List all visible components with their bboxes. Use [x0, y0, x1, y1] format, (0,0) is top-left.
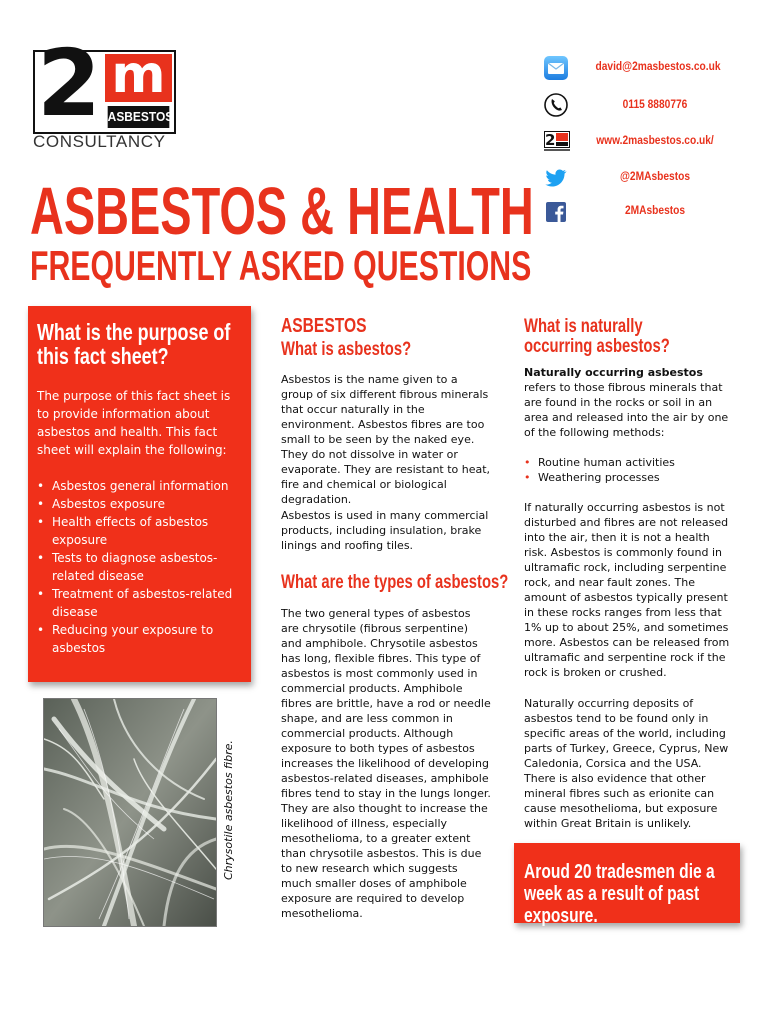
- section-heading-asbestos: ASBESTOS: [281, 315, 367, 337]
- website-link[interactable]: www.2masbestos.co.uk/: [596, 133, 714, 147]
- page-subtitle: FREQUENTLY ASKED QUESTIONS: [30, 242, 532, 289]
- purpose-list: [37, 477, 242, 657]
- list-item: • Treatment of asbestos-related disease: [37, 585, 242, 621]
- mail-icon: [544, 56, 568, 80]
- phone-icon: [544, 93, 568, 117]
- page-title: ASBESTOS & HEALTH: [30, 174, 534, 249]
- logo-asbestos-label: ASBESTOS: [108, 106, 170, 128]
- list-item: • Asbestos general information: [37, 477, 242, 495]
- facebook-handle[interactable]: 2MAsbestos: [624, 203, 686, 217]
- question-heading: What is asbestos?: [281, 339, 412, 360]
- list-item: • Health effects of asbestos exposure: [37, 513, 242, 549]
- list-item: • Tests to diagnose asbestos-related disease: [37, 549, 242, 585]
- purpose-panel: [28, 306, 251, 682]
- purpose-heading: What is the purpose of this fact sheet?: [37, 319, 231, 369]
- question-heading: What is naturally occurring asbestos?: [524, 316, 670, 357]
- paragraph: Asbestos is used in many commercial products, including insulation, brake linings and roofing tiles.: [281, 509, 489, 552]
- list-item: • Weathering processes: [524, 470, 734, 485]
- methods-list: [524, 455, 734, 485]
- phone-number[interactable]: 0115 8880776: [622, 97, 688, 111]
- paragraph: [524, 365, 734, 440]
- stat-callout: [514, 843, 740, 927]
- twitter-icon: [544, 166, 568, 190]
- logo-letter: m: [105, 54, 172, 102]
- paragraph: Naturally occurring deposits of asbestos tend to be found only in specific areas of the world, including parts of Turkey, Greece, Cyprus, New Caledonia, Corsica and the USA. There is also evidence that other mineral fibres such as erionite can cause mesothelioma, but exposure within Great Britain is unlikely.: [524, 697, 729, 830]
- logo-mini-icon: [544, 131, 568, 155]
- paragraph: If naturally occurring asbestos is not disturbed and fibres are not released into the air, then it is not a health risk. Asbestos is commonly found in ultramafic rock, including serpentine rock, and near fault zones. The amount of asbestos typically present in these rocks ranges from less that 1% up to about 25%, and sometimes more. Asbestos can be released from ultramafic and serpentine rock if the rock is broken or crushed.: [524, 501, 730, 679]
- purpose-text: The purpose of this fact sheet is to provide information about asbestos and health. This fact sheet will explain the following:: [37, 389, 231, 457]
- facebook-icon: [544, 200, 568, 224]
- logo-consultancy-label: CONSULTANCY: [33, 132, 166, 151]
- logo-frame: [33, 30, 176, 137]
- asbestos-fibre-photo: [43, 698, 217, 927]
- stat-text: Aroud 20 tradesmen die a week as a result of past exposure.: [524, 861, 715, 927]
- question-heading: What are the types of asbestos?: [281, 572, 509, 593]
- svg-text:2: 2: [545, 131, 556, 149]
- paragraph: Asbestos is the name given to a group of six different fibrous minerals that occur naturally in the environment. Asbestos fibres are too small to be seen by the naked eye. They do not dissolve in water or evaporate. They are resistant to heat, fire and chemical or biological degradation.: [281, 373, 491, 506]
- company-logo: [33, 30, 175, 152]
- logo-digit: 2: [37, 30, 98, 137]
- twitter-handle[interactable]: @2MAsbestos: [619, 169, 691, 183]
- bold-term: Naturally occurring asbestos: [524, 366, 703, 379]
- photo-caption: Chrysotile asbestos fibre.: [222, 740, 235, 880]
- email-link[interactable]: david@2masbestos.co.uk: [595, 59, 721, 73]
- paragraph-rest: refers to those fibrous minerals that are found in the rocks or soil in an area and released into the air by one of the following methods:: [524, 381, 729, 439]
- paragraph: The two general types of asbestos are chrysotile (fibrous serpentine) and amphibole. Chrysotile asbestos has long, flexible fibres. This type of asbestos is most commonly used in commercial products. Amphibole fibres are brittle, have a rod or needle shape, and are less common in commercial products. Although exposure to both types of asbestos increases the likelihood of developing asbestos-related diseases, amphibole fibres tend to stay in the lungs longer. They are also thought to increase the likelihood of illness, especially mesothelioma, to a greater extent than chrysotile asbestos. This is due to new research which suggests much smaller doses of amphibole exposure are required to develop mesothelioma.: [281, 607, 491, 920]
- list-item: • Routine human activities: [524, 455, 734, 470]
- list-item: • Asbestos exposure: [37, 495, 242, 513]
- list-item: • Reducing your exposure to asbestos: [37, 621, 242, 657]
